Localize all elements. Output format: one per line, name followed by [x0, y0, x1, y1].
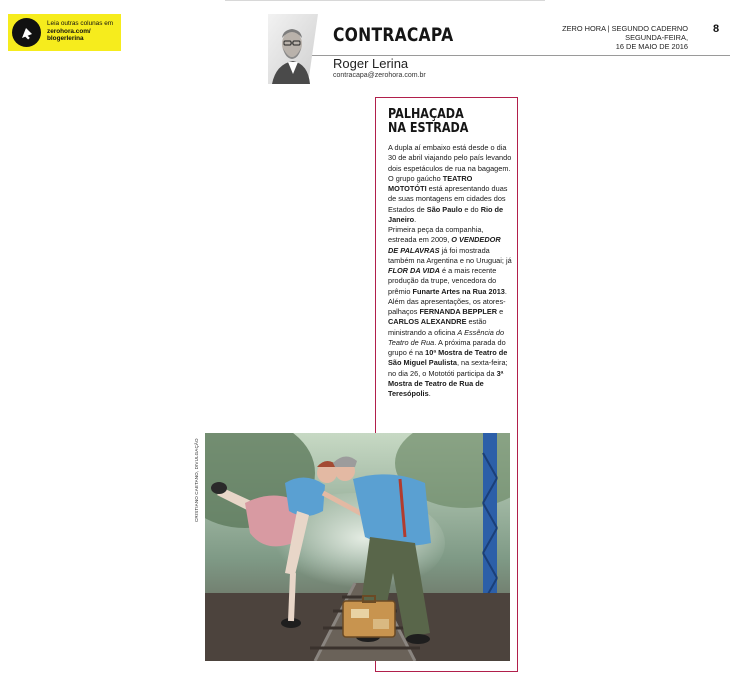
show-title: FLOR DA VIDA — [388, 266, 440, 275]
state-name: São Paulo — [426, 204, 463, 214]
edition-info — [562, 24, 688, 51]
text: A dupla aí embaixo está desde o dia 30 de abril viajando pelo país levando dois espetáculos de rua na bagagem. O grupo gaúcho — [388, 143, 512, 183]
actor-name: CARLOS ALEXANDRE — [388, 317, 467, 327]
edition-publication: ZERO HORA | SEGUNDO CADERNO — [562, 24, 688, 33]
text: já foi mostrada também na Argentina e no Uruguai; já — [388, 245, 512, 265]
promo-line-1: Leia outras colunas em — [47, 20, 114, 27]
paragraph-2 — [388, 225, 512, 297]
promo-text — [47, 20, 113, 43]
page-number: 8 — [713, 23, 720, 35]
text: . — [428, 389, 431, 398]
state-name: Rio de Janeiro — [388, 204, 504, 224]
blog-promo-box[interactable] — [8, 14, 121, 51]
festival-name: 3ª Mostra de Teatro de Rua de Teresópolis — [388, 368, 504, 398]
text: é a mais recente produção da trupe, vencedora do prêmio — [388, 266, 497, 296]
actor-name: FERNANDA BEPPLER — [419, 307, 498, 316]
headline-line-1: PALHAÇADA — [388, 107, 464, 122]
edition-date: 16 DE MAIO DE 2016 — [615, 42, 688, 51]
article-body — [388, 143, 512, 399]
article-headline — [388, 108, 468, 136]
text: . A próxima parada do grupo é na — [388, 337, 506, 357]
columnist-portrait — [268, 14, 318, 84]
promo-link-line-2[interactable]: blogerlerina — [47, 35, 84, 43]
text: . — [414, 214, 417, 224]
show-title: O VENDEDOR DE PALAVRAS — [388, 235, 501, 255]
photo-credit-text: CRISTIANO CAETANO, DIVULGAÇÃO — [194, 438, 199, 522]
festival-name: 10ª Mostra de Teatro de São Miguel Paulista — [388, 348, 508, 368]
text: e — [497, 307, 504, 316]
clowns-kissing-photo — [205, 433, 510, 661]
photo-credit — [194, 434, 202, 524]
group-name: TEATRO MOTOTÓTI — [388, 173, 473, 193]
text: e do — [462, 204, 481, 214]
edition-weekday: SEGUNDA-FEIRA, — [625, 33, 688, 42]
promo-link-line-1[interactable]: zerohora.com/ — [47, 27, 91, 35]
author-name: Roger Lerina — [333, 56, 409, 71]
headline-line-2: NA ESTRADA — [388, 121, 469, 136]
top-divider — [225, 0, 545, 1]
paragraph-1 — [388, 143, 512, 225]
author-email[interactable]: contracapa@zerohora.com.br — [333, 72, 426, 79]
text: Primeira peça da companhia, estreada em 2009, — [388, 225, 484, 245]
text: , na sexta-feira; no dia 26, o Mototóti participa da — [388, 358, 508, 378]
cursor-arrow-icon — [12, 18, 41, 47]
paragraph-3 — [388, 297, 512, 400]
text: . — [504, 286, 507, 296]
workshop-title: A Essência do Teatro de Rua — [388, 327, 505, 347]
text: Além das apresentações, os atores-palhaços — [388, 296, 506, 316]
award-name: Funarte Artes na Rua 2013 — [412, 286, 505, 296]
section-title: CONTRACAPA — [333, 24, 454, 46]
text: está apresentando duas de suas montagens em cidades dos Estados de — [388, 184, 508, 214]
text: estão ministrando a oficina — [388, 317, 487, 337]
